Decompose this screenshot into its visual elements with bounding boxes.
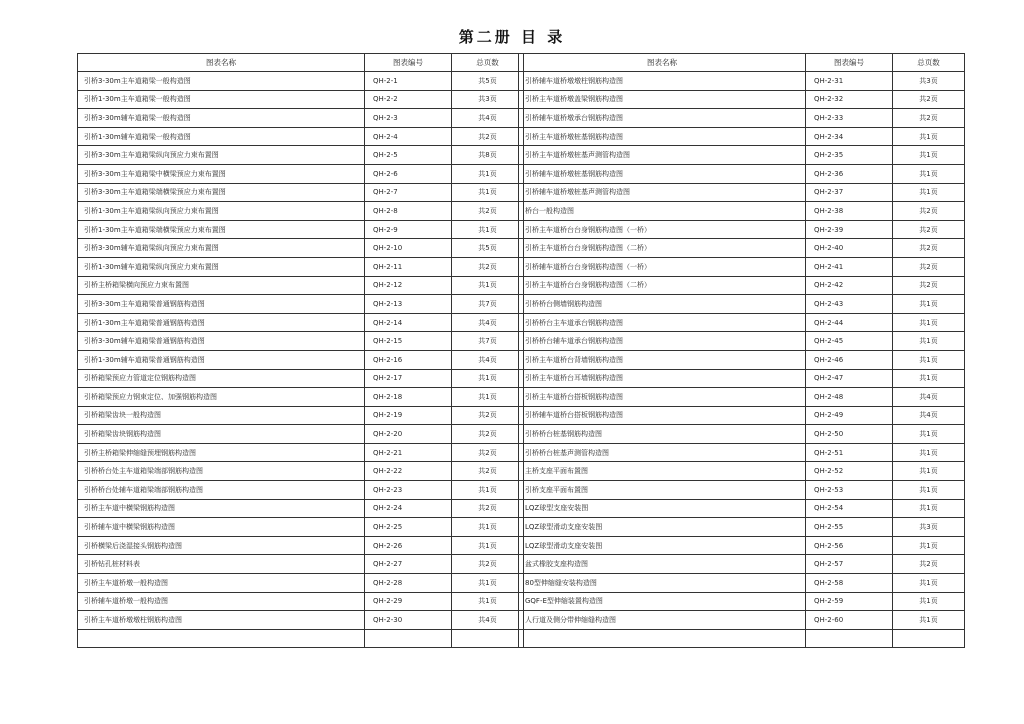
row-code: QH-2-45 (806, 332, 893, 351)
table-row (519, 295, 965, 314)
row-title: 引桥1-30m主车道箱梁普通钢筋构造图 (78, 313, 365, 332)
table-row (78, 164, 524, 183)
table-row (78, 276, 524, 295)
table-row (519, 536, 965, 555)
row-pages: 共2页 (452, 127, 524, 146)
row-pages: 共2页 (893, 220, 965, 239)
row-code: QH-2-6 (365, 164, 452, 183)
row-title: 引桥1-30m辅车道箱梁纵向预应力束布置图 (78, 257, 365, 276)
table-row (519, 592, 965, 611)
row-code: QH-2-48 (806, 388, 893, 407)
row-title: 引桥主车道桥台耳墙钢筋构造图 (519, 369, 806, 388)
table-row (78, 90, 524, 109)
row-title: 引桥横梁后浇湿接头钢筋构造图 (78, 536, 365, 555)
row-title: 引桥3-30m主车道箱梁普通钢筋构造图 (78, 295, 365, 314)
row-pages: 共1页 (893, 443, 965, 462)
table-row (519, 146, 965, 165)
row-code: QH-2-24 (365, 499, 452, 518)
row-title: 引桥箱梁齿块一般构造图 (78, 406, 365, 425)
table-row (519, 109, 965, 128)
row-title: 引桥钻孔桩材料表 (78, 555, 365, 574)
row-code: QH-2-52 (806, 462, 893, 481)
row-title (78, 629, 365, 648)
row-code: QH-2-44 (806, 313, 893, 332)
row-pages: 共2页 (893, 109, 965, 128)
row-title: 引桥主车道桥墩盖梁钢筋构造图 (519, 90, 806, 109)
row-title: 引桥箱梁预应力钢束定位、加强钢筋构造图 (78, 388, 365, 407)
row-code: QH-2-13 (365, 295, 452, 314)
row-pages: 共1页 (893, 295, 965, 314)
row-title: 引桥主车道桥台台身钢筋构造图（一桥） (519, 220, 806, 239)
table-row (519, 276, 965, 295)
row-title: 引桥桥台辅车道承台钢筋构造图 (519, 332, 806, 351)
row-code: QH-2-34 (806, 127, 893, 146)
row-code: QH-2-8 (365, 202, 452, 221)
row-code: QH-2-46 (806, 350, 893, 369)
row-pages: 共2页 (452, 499, 524, 518)
row-code: QH-2-59 (806, 592, 893, 611)
row-code: QH-2-23 (365, 481, 452, 500)
row-code: QH-2-35 (806, 146, 893, 165)
header-code: 图表编号 (365, 54, 452, 72)
row-title: 引桥主车道桥台台身钢筋构造图（二桥） (519, 239, 806, 258)
row-code: QH-2-10 (365, 239, 452, 258)
header-pages: 总页数 (893, 54, 965, 72)
table-row (78, 183, 524, 202)
row-pages: 共1页 (452, 220, 524, 239)
row-title: 80型伸缩缝安装构造图 (519, 574, 806, 593)
row-code: QH-2-36 (806, 164, 893, 183)
row-pages: 共5页 (452, 239, 524, 258)
row-pages: 共2页 (452, 555, 524, 574)
row-title: 引桥箱梁预应力管道定位钢筋构造图 (78, 369, 365, 388)
table-row (519, 629, 965, 648)
row-title: 引桥辅车道中横梁钢筋构造图 (78, 518, 365, 537)
row-pages: 共4页 (452, 611, 524, 630)
table-row (78, 369, 524, 388)
row-pages: 共8页 (452, 146, 524, 165)
row-title: 引桥3-30m辅车道箱梁普通钢筋构造图 (78, 332, 365, 351)
row-title: 引桥辅车道桥墩一般构造图 (78, 592, 365, 611)
row-pages: 共1页 (893, 127, 965, 146)
table-row (519, 499, 965, 518)
row-code: QH-2-50 (806, 425, 893, 444)
row-pages: 共5页 (452, 72, 524, 91)
row-code: QH-2-25 (365, 518, 452, 537)
row-code: QH-2-30 (365, 611, 452, 630)
table-row (78, 443, 524, 462)
row-code: QH-2-29 (365, 592, 452, 611)
row-title: 桥台一般构造图 (519, 202, 806, 221)
row-pages: 共1页 (893, 183, 965, 202)
table-row (519, 202, 965, 221)
catalog-table-left (77, 53, 524, 648)
row-pages: 共1页 (893, 146, 965, 165)
table-row (78, 127, 524, 146)
row-title: 引桥桥台侧墙钢筋构造图 (519, 295, 806, 314)
row-title: 引桥3-30m辅车道箱梁一般构造图 (78, 109, 365, 128)
table-row (519, 462, 965, 481)
row-code: QH-2-18 (365, 388, 452, 407)
page-title: 第二册 目 录 (458, 28, 566, 46)
table-row (519, 555, 965, 574)
row-title: 引桥辅车道桥台台身钢筋构造图（一桥） (519, 257, 806, 276)
row-title: 引桥桥台桩基声测管构造图 (519, 443, 806, 462)
row-code: QH-2-60 (806, 611, 893, 630)
row-pages (452, 629, 524, 648)
table-row (78, 295, 524, 314)
table-row (78, 388, 524, 407)
row-code: QH-2-53 (806, 481, 893, 500)
header-pages: 总页数 (452, 54, 524, 72)
row-code: QH-2-21 (365, 443, 452, 462)
table-row (78, 146, 524, 165)
table-row (519, 481, 965, 500)
row-code (806, 629, 893, 648)
row-code: QH-2-43 (806, 295, 893, 314)
row-title: 引桥桥台桩基钢筋构造图 (519, 425, 806, 444)
row-title: 引桥辅车道桥台搭板钢筋构造图 (519, 406, 806, 425)
table-row (78, 72, 524, 91)
row-title: 引桥主车道桥墩一般构造图 (78, 574, 365, 593)
row-code: QH-2-7 (365, 183, 452, 202)
row-title: 引桥3-30m辅车道箱梁纵向预应力束布置图 (78, 239, 365, 258)
row-pages: 共1页 (893, 332, 965, 351)
table-row (519, 90, 965, 109)
table-row (519, 611, 965, 630)
table-row (78, 406, 524, 425)
row-pages: 共1页 (893, 369, 965, 388)
catalog-body-right (519, 72, 965, 648)
row-code: QH-2-31 (806, 72, 893, 91)
row-pages: 共2页 (452, 257, 524, 276)
row-pages: 共4页 (893, 388, 965, 407)
table-row (519, 220, 965, 239)
row-pages: 共1页 (893, 499, 965, 518)
row-title: 引桥主车道桥墩桩基声测管构造图 (519, 146, 806, 165)
row-pages: 共1页 (893, 536, 965, 555)
row-pages: 共4页 (893, 406, 965, 425)
table-row (519, 127, 965, 146)
row-code: QH-2-33 (806, 109, 893, 128)
row-code: QH-2-17 (365, 369, 452, 388)
table-row (78, 555, 524, 574)
table-row (519, 332, 965, 351)
row-code: QH-2-12 (365, 276, 452, 295)
row-title: 引桥3-30m主车道箱梁端横梁预应力束布置图 (78, 183, 365, 202)
row-code: QH-2-16 (365, 350, 452, 369)
row-pages: 共1页 (893, 350, 965, 369)
row-pages: 共1页 (893, 481, 965, 500)
row-code: QH-2-1 (365, 72, 452, 91)
row-code: QH-2-56 (806, 536, 893, 555)
row-pages: 共3页 (893, 72, 965, 91)
table-row (519, 574, 965, 593)
row-title: 引桥3-30m主车道箱梁纵向预应力束布置图 (78, 146, 365, 165)
row-code: QH-2-42 (806, 276, 893, 295)
row-title: 引桥主车道桥台台身钢筋构造图（二桥） (519, 276, 806, 295)
row-title: 引桥主车道桥台搭板钢筋构造图 (519, 388, 806, 407)
table-row (519, 239, 965, 258)
table-row (519, 164, 965, 183)
row-code: QH-2-54 (806, 499, 893, 518)
row-pages: 共4页 (452, 109, 524, 128)
table-row (78, 257, 524, 276)
row-pages (893, 629, 965, 648)
row-title: 引桥3-30m主车道箱梁中横梁预应力束布置图 (78, 164, 365, 183)
table-row (519, 518, 965, 537)
row-pages: 共2页 (893, 555, 965, 574)
row-pages: 共1页 (452, 481, 524, 500)
row-pages: 共2页 (893, 90, 965, 109)
table-row (519, 183, 965, 202)
row-pages: 共2页 (893, 239, 965, 258)
row-title: 引桥桥台处辅车道箱梁端部钢筋构造图 (78, 481, 365, 500)
row-code: QH-2-15 (365, 332, 452, 351)
row-title: 引桥辅车道桥墩墩柱钢筋构造图 (519, 72, 806, 91)
header-name: 图表名称 (519, 54, 806, 72)
table-row (78, 109, 524, 128)
row-title: 引桥主车道中横梁钢筋构造图 (78, 499, 365, 518)
row-pages: 共7页 (452, 332, 524, 351)
table-row (78, 462, 524, 481)
row-pages: 共1页 (893, 313, 965, 332)
row-title: 引桥桥台主车道承台钢筋构造图 (519, 313, 806, 332)
table-row (519, 406, 965, 425)
row-pages: 共1页 (452, 518, 524, 537)
row-title: LQZ球型滑动支座安装图 (519, 518, 806, 537)
row-pages: 共2页 (452, 425, 524, 444)
row-title: 引桥1-30m主车道箱梁纵向预应力束布置图 (78, 202, 365, 221)
row-code: QH-2-37 (806, 183, 893, 202)
row-title (519, 629, 806, 648)
row-title: 引桥1-30m辅车道箱梁普通钢筋构造图 (78, 350, 365, 369)
row-code: QH-2-58 (806, 574, 893, 593)
table-row (519, 350, 965, 369)
row-pages: 共1页 (452, 592, 524, 611)
row-code: QH-2-27 (365, 555, 452, 574)
row-pages: 共4页 (452, 313, 524, 332)
row-code: QH-2-19 (365, 406, 452, 425)
row-code: QH-2-14 (365, 313, 452, 332)
row-code: QH-2-28 (365, 574, 452, 593)
row-code: QH-2-11 (365, 257, 452, 276)
table-row (78, 202, 524, 221)
row-title: 引桥3-30m主车道箱梁一般构造图 (78, 72, 365, 91)
table-row (78, 239, 524, 258)
row-title: 人行道及侧分带伸缩缝构造图 (519, 611, 806, 630)
table-row (519, 443, 965, 462)
row-title: LQZ球型滑动支座安装图 (519, 536, 806, 555)
row-title: 主桥支座平面布置图 (519, 462, 806, 481)
row-pages: 共2页 (452, 462, 524, 481)
row-code: QH-2-55 (806, 518, 893, 537)
row-pages: 共1页 (452, 574, 524, 593)
row-code: QH-2-41 (806, 257, 893, 276)
table-row (78, 592, 524, 611)
row-title: 盆式橡胶支座构造图 (519, 555, 806, 574)
row-title: 引桥1-30m主车道箱梁一般构造图 (78, 90, 365, 109)
table-row (519, 257, 965, 276)
catalog-body-left (78, 72, 524, 648)
row-code: QH-2-38 (806, 202, 893, 221)
table-row (519, 425, 965, 444)
row-title: 引桥主桥箱梁横向预应力束布置图 (78, 276, 365, 295)
table-header-row (519, 54, 965, 72)
table-row (78, 425, 524, 444)
row-code: QH-2-39 (806, 220, 893, 239)
row-code: QH-2-3 (365, 109, 452, 128)
row-title: LQZ球型支座安装图 (519, 499, 806, 518)
header-code: 图表编号 (806, 54, 893, 72)
table-row (78, 536, 524, 555)
row-pages: 共1页 (452, 183, 524, 202)
row-title: 引桥辅车道桥墩桩基钢筋构造图 (519, 164, 806, 183)
row-title: 引桥桥台处主车道箱梁端部钢筋构造图 (78, 462, 365, 481)
table-row (78, 518, 524, 537)
row-pages: 共1页 (452, 388, 524, 407)
row-pages: 共1页 (893, 425, 965, 444)
row-pages: 共3页 (893, 518, 965, 537)
row-pages: 共2页 (452, 202, 524, 221)
row-pages: 共2页 (893, 202, 965, 221)
header-name: 图表名称 (78, 54, 365, 72)
row-pages: 共1页 (452, 536, 524, 555)
row-code: QH-2-51 (806, 443, 893, 462)
row-pages: 共1页 (452, 164, 524, 183)
table-row (78, 574, 524, 593)
row-pages: 共2页 (893, 276, 965, 295)
row-pages: 共1页 (893, 592, 965, 611)
row-title: 引桥主车道桥墩桩基钢筋构造图 (519, 127, 806, 146)
row-pages: 共2页 (452, 443, 524, 462)
row-title: 引桥箱梁齿块钢筋构造图 (78, 425, 365, 444)
row-title: 引桥辅车道桥墩承台钢筋构造图 (519, 109, 806, 128)
table-row (78, 350, 524, 369)
row-pages: 共1页 (893, 164, 965, 183)
table-row (519, 369, 965, 388)
row-code (365, 629, 452, 648)
row-code: QH-2-32 (806, 90, 893, 109)
row-pages: 共1页 (452, 276, 524, 295)
row-code: QH-2-40 (806, 239, 893, 258)
row-code: QH-2-2 (365, 90, 452, 109)
row-pages: 共1页 (893, 574, 965, 593)
row-title: 引桥支座平面布置图 (519, 481, 806, 500)
row-code: QH-2-26 (365, 536, 452, 555)
row-title: 引桥1-30m主车道箱梁端横梁预应力束布置图 (78, 220, 365, 239)
row-title: 引桥主车道桥台背墙钢筋构造图 (519, 350, 806, 369)
row-title: 引桥主桥箱梁伸缩缝预埋钢筋构造图 (78, 443, 365, 462)
row-title: GQF-E型伸缩装置构造图 (519, 592, 806, 611)
table-row (78, 481, 524, 500)
row-code: QH-2-47 (806, 369, 893, 388)
table-row (78, 220, 524, 239)
row-pages: 共4页 (452, 350, 524, 369)
row-pages: 共7页 (452, 295, 524, 314)
row-pages: 共2页 (893, 257, 965, 276)
row-code: QH-2-49 (806, 406, 893, 425)
row-code: QH-2-20 (365, 425, 452, 444)
row-code: QH-2-57 (806, 555, 893, 574)
row-code: QH-2-5 (365, 146, 452, 165)
table-row (78, 499, 524, 518)
table-row (78, 313, 524, 332)
row-pages: 共1页 (893, 462, 965, 481)
row-code: QH-2-4 (365, 127, 452, 146)
row-title: 引桥主车道桥墩墩柱钢筋构造图 (78, 611, 365, 630)
row-pages: 共3页 (452, 90, 524, 109)
catalog-table-right (518, 53, 965, 648)
table-row (78, 332, 524, 351)
table-row (519, 72, 965, 91)
row-title: 引桥1-30m辅车道箱梁一般构造图 (78, 127, 365, 146)
row-code: QH-2-9 (365, 220, 452, 239)
row-pages: 共2页 (452, 406, 524, 425)
row-code: QH-2-22 (365, 462, 452, 481)
row-title: 引桥辅车道桥墩桩基声测管构造图 (519, 183, 806, 202)
row-pages: 共1页 (893, 611, 965, 630)
table-row (519, 313, 965, 332)
table-row (519, 388, 965, 407)
table-row (78, 629, 524, 648)
table-row (78, 611, 524, 630)
table-header-row (78, 54, 524, 72)
row-pages: 共1页 (452, 369, 524, 388)
